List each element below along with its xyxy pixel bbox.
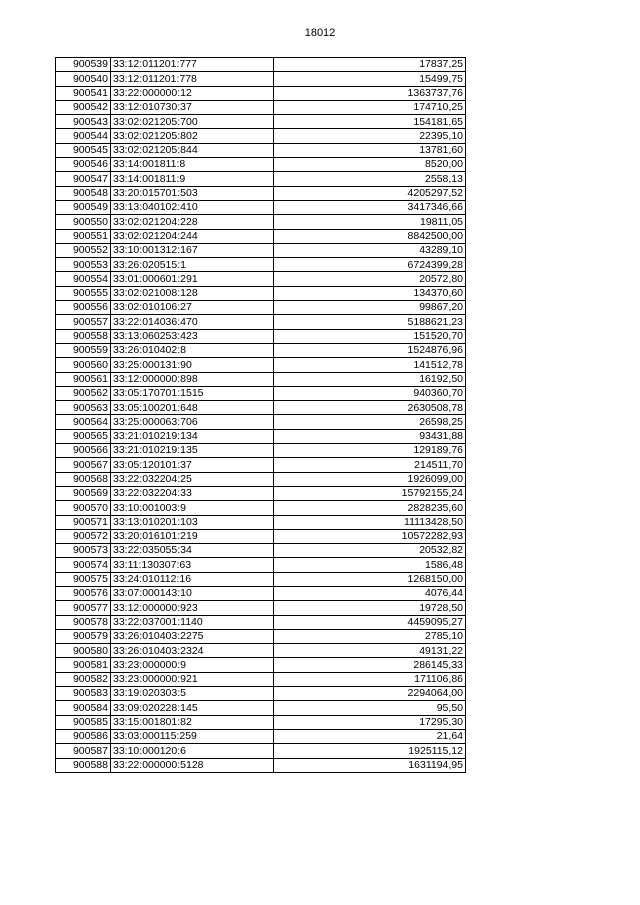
row-id-cell: 900578 xyxy=(56,615,111,629)
cadastral-number-cell: 33:22:032204:33 xyxy=(111,486,274,500)
row-id-cell: 900568 xyxy=(56,472,111,486)
row-id-cell: 900558 xyxy=(56,329,111,343)
row-id-cell: 900548 xyxy=(56,186,111,200)
row-id-cell: 900579 xyxy=(56,629,111,643)
table-row xyxy=(56,458,466,472)
row-id-cell: 900576 xyxy=(56,586,111,600)
data-table xyxy=(55,57,466,773)
row-id-cell: 900542 xyxy=(56,100,111,114)
cadastral-number-cell: 33:22:000000:12 xyxy=(111,86,274,100)
table-row xyxy=(56,372,466,386)
table-row xyxy=(56,258,466,272)
value-cell: 19728,50 xyxy=(274,601,466,615)
cadastral-number-cell: 33:22:014036:470 xyxy=(111,315,274,329)
table-row xyxy=(56,486,466,500)
value-cell: 4205297,52 xyxy=(274,186,466,200)
cadastral-number-cell: 33:02:021205:844 xyxy=(111,143,274,157)
value-cell: 1631194,95 xyxy=(274,758,466,772)
row-id-cell: 900588 xyxy=(56,758,111,772)
table-row xyxy=(56,86,466,100)
value-cell: 6724399,28 xyxy=(274,258,466,272)
table-row xyxy=(56,172,466,186)
value-cell: 26598,25 xyxy=(274,415,466,429)
row-id-cell: 900550 xyxy=(56,215,111,229)
row-id-cell: 900544 xyxy=(56,129,111,143)
value-cell: 20532,82 xyxy=(274,544,466,558)
cadastral-number-cell: 33:25:000063:706 xyxy=(111,415,274,429)
row-id-cell: 900584 xyxy=(56,701,111,715)
value-cell: 2294064,00 xyxy=(274,687,466,701)
value-cell: 134370,60 xyxy=(274,286,466,300)
value-cell: 19811,05 xyxy=(274,215,466,229)
row-id-cell: 900569 xyxy=(56,486,111,500)
table-row xyxy=(56,715,466,729)
table-row xyxy=(56,415,466,429)
cadastral-number-cell: 33:12:011201:778 xyxy=(111,72,274,86)
row-id-cell: 900572 xyxy=(56,529,111,543)
table-row xyxy=(56,501,466,515)
row-id-cell: 900541 xyxy=(56,86,111,100)
row-id-cell: 900553 xyxy=(56,258,111,272)
row-id-cell: 900577 xyxy=(56,601,111,615)
cadastral-number-cell: 33:09:020228:145 xyxy=(111,701,274,715)
row-id-cell: 900566 xyxy=(56,444,111,458)
row-id-cell: 900557 xyxy=(56,315,111,329)
table-row xyxy=(56,158,466,172)
cadastral-number-cell: 33:07:000143:10 xyxy=(111,586,274,600)
table-row xyxy=(56,329,466,343)
value-cell: 43289,10 xyxy=(274,243,466,257)
table-row xyxy=(56,444,466,458)
cadastral-number-cell: 33:01:000601:291 xyxy=(111,272,274,286)
row-id-cell: 900545 xyxy=(56,143,111,157)
row-id-cell: 900563 xyxy=(56,401,111,415)
value-cell: 4459095,27 xyxy=(274,615,466,629)
value-cell: 1586,48 xyxy=(274,558,466,572)
table-row xyxy=(56,358,466,372)
value-cell: 174710,25 xyxy=(274,100,466,114)
table-row xyxy=(56,572,466,586)
table-row xyxy=(56,186,466,200)
table-row xyxy=(56,315,466,329)
value-cell: 141512,78 xyxy=(274,358,466,372)
cadastral-number-cell: 33:19:020303:5 xyxy=(111,687,274,701)
value-cell: 2828235,60 xyxy=(274,501,466,515)
value-cell: 171106,86 xyxy=(274,672,466,686)
cadastral-number-cell: 33:26:010403:2324 xyxy=(111,644,274,658)
row-id-cell: 900581 xyxy=(56,658,111,672)
cadastral-number-cell: 33:12:000000:923 xyxy=(111,601,274,615)
cadastral-number-cell: 33:10:001312:167 xyxy=(111,243,274,257)
table-row xyxy=(56,601,466,615)
table-row xyxy=(56,586,466,600)
cadastral-number-cell: 33:12:011201:777 xyxy=(111,58,274,72)
value-cell: 2558,13 xyxy=(274,172,466,186)
page-number: 18012 xyxy=(304,27,336,39)
row-id-cell: 900580 xyxy=(56,644,111,658)
table-row xyxy=(56,758,466,772)
cadastral-number-cell: 33:05:100201:648 xyxy=(111,401,274,415)
cadastral-number-cell: 33:22:032204:25 xyxy=(111,472,274,486)
value-cell: 5188621,23 xyxy=(274,315,466,329)
value-cell: 940360,70 xyxy=(274,386,466,400)
value-cell: 15792155,24 xyxy=(274,486,466,500)
table-row xyxy=(56,229,466,243)
row-id-cell: 900554 xyxy=(56,272,111,286)
table-row xyxy=(56,143,466,157)
cadastral-number-cell: 33:03:000115:259 xyxy=(111,729,274,743)
cadastral-number-cell: 33:02:021205:700 xyxy=(111,115,274,129)
value-cell: 2630508,78 xyxy=(274,401,466,415)
value-cell: 95,50 xyxy=(274,701,466,715)
table-row xyxy=(56,687,466,701)
cadastral-number-cell: 33:13:010201:103 xyxy=(111,515,274,529)
row-id-cell: 900587 xyxy=(56,744,111,758)
cadastral-number-cell: 33:02:021204:244 xyxy=(111,229,274,243)
row-id-cell: 900562 xyxy=(56,386,111,400)
value-cell: 15499,75 xyxy=(274,72,466,86)
value-cell: 8842500,00 xyxy=(274,229,466,243)
value-cell: 1363737,76 xyxy=(274,86,466,100)
value-cell: 16192,50 xyxy=(274,372,466,386)
value-cell: 129189,76 xyxy=(274,444,466,458)
cadastral-number-cell: 33:23:000000:9 xyxy=(111,658,274,672)
row-id-cell: 900560 xyxy=(56,358,111,372)
value-cell: 93431,88 xyxy=(274,429,466,443)
cadastral-number-cell: 33:11:130307:63 xyxy=(111,558,274,572)
row-id-cell: 900574 xyxy=(56,558,111,572)
cadastral-number-cell: 33:14:001811:8 xyxy=(111,158,274,172)
row-id-cell: 900552 xyxy=(56,243,111,257)
row-id-cell: 900573 xyxy=(56,544,111,558)
cadastral-number-cell: 33:22:000000:5128 xyxy=(111,758,274,772)
row-id-cell: 900567 xyxy=(56,458,111,472)
row-id-cell: 900547 xyxy=(56,172,111,186)
cadastral-number-cell: 33:02:021008:128 xyxy=(111,286,274,300)
row-id-cell: 900575 xyxy=(56,572,111,586)
value-cell: 3417346,66 xyxy=(274,200,466,214)
table-row xyxy=(56,301,466,315)
value-cell: 151520,70 xyxy=(274,329,466,343)
row-id-cell: 900556 xyxy=(56,301,111,315)
cadastral-number-cell: 33:21:010219:135 xyxy=(111,444,274,458)
cadastral-number-cell: 33:26:020515:1 xyxy=(111,258,274,272)
row-id-cell: 900570 xyxy=(56,501,111,515)
cadastral-number-cell: 33:02:021204:228 xyxy=(111,215,274,229)
row-id-cell: 900543 xyxy=(56,115,111,129)
value-cell: 22395,10 xyxy=(274,129,466,143)
cadastral-number-cell: 33:21:010219:134 xyxy=(111,429,274,443)
row-id-cell: 900571 xyxy=(56,515,111,529)
value-cell: 2785,10 xyxy=(274,629,466,643)
table-row xyxy=(56,472,466,486)
table-row xyxy=(56,672,466,686)
table-row xyxy=(56,200,466,214)
value-cell: 4076,44 xyxy=(274,586,466,600)
table-row xyxy=(56,615,466,629)
value-cell: 214511,70 xyxy=(274,458,466,472)
value-cell: 1925115,12 xyxy=(274,744,466,758)
row-id-cell: 900559 xyxy=(56,343,111,357)
table-row xyxy=(56,243,466,257)
value-cell: 20572,80 xyxy=(274,272,466,286)
cadastral-number-cell: 33:15:001801:82 xyxy=(111,715,274,729)
row-id-cell: 900549 xyxy=(56,200,111,214)
row-id-cell: 900546 xyxy=(56,158,111,172)
cadastral-number-cell: 33:10:001003:9 xyxy=(111,501,274,515)
row-id-cell: 900555 xyxy=(56,286,111,300)
value-cell: 17295,30 xyxy=(274,715,466,729)
row-id-cell: 900564 xyxy=(56,415,111,429)
table-row xyxy=(56,701,466,715)
cadastral-number-cell: 33:20:015701:503 xyxy=(111,186,274,200)
table-row xyxy=(56,515,466,529)
cadastral-number-cell: 33:12:010730:37 xyxy=(111,100,274,114)
cadastral-number-cell: 33:14:001811:9 xyxy=(111,172,274,186)
table-row xyxy=(56,644,466,658)
table-row xyxy=(56,729,466,743)
table-row xyxy=(56,386,466,400)
cadastral-number-cell: 33:22:035055:34 xyxy=(111,544,274,558)
row-id-cell: 900585 xyxy=(56,715,111,729)
table-row xyxy=(56,629,466,643)
row-id-cell: 900565 xyxy=(56,429,111,443)
cadastral-number-cell: 33:02:021205:802 xyxy=(111,129,274,143)
value-cell: 49131,22 xyxy=(274,644,466,658)
cadastral-number-cell: 33:23:000000:921 xyxy=(111,672,274,686)
cadastral-number-cell: 33:13:060253:423 xyxy=(111,329,274,343)
value-cell: 286145,33 xyxy=(274,658,466,672)
row-id-cell: 900539 xyxy=(56,58,111,72)
cadastral-number-cell: 33:26:010403:2275 xyxy=(111,629,274,643)
cadastral-number-cell: 33:26:010402:8 xyxy=(111,343,274,357)
value-cell: 21,64 xyxy=(274,729,466,743)
table-row xyxy=(56,115,466,129)
value-cell: 1268150,00 xyxy=(274,572,466,586)
cadastral-number-cell: 33:12:000000:898 xyxy=(111,372,274,386)
cadastral-number-cell: 33:25:000131:90 xyxy=(111,358,274,372)
value-cell: 8520,00 xyxy=(274,158,466,172)
row-id-cell: 900582 xyxy=(56,672,111,686)
cadastral-number-cell: 33:20:016101:219 xyxy=(111,529,274,543)
table-row xyxy=(56,286,466,300)
table-row xyxy=(56,215,466,229)
row-id-cell: 900540 xyxy=(56,72,111,86)
row-id-cell: 900583 xyxy=(56,687,111,701)
cadastral-number-cell: 33:10:000120:6 xyxy=(111,744,274,758)
row-id-cell: 900561 xyxy=(56,372,111,386)
table-row xyxy=(56,429,466,443)
row-id-cell: 900551 xyxy=(56,229,111,243)
table-row xyxy=(56,558,466,572)
table-row xyxy=(56,100,466,114)
value-cell: 13781,60 xyxy=(274,143,466,157)
cadastral-number-cell: 33:02:010106:27 xyxy=(111,301,274,315)
table-row xyxy=(56,129,466,143)
cadastral-number-cell: 33:24:010112:16 xyxy=(111,572,274,586)
value-cell: 17837,25 xyxy=(274,58,466,72)
table-row xyxy=(56,58,466,72)
cadastral-number-cell: 33:05:120101:37 xyxy=(111,458,274,472)
cadastral-number-cell: 33:13:040102:410 xyxy=(111,200,274,214)
table-row xyxy=(56,272,466,286)
table-body xyxy=(56,58,466,773)
row-id-cell: 900586 xyxy=(56,729,111,743)
value-cell: 1926099,00 xyxy=(274,472,466,486)
value-cell: 11113428,50 xyxy=(274,515,466,529)
cadastral-number-cell: 33:22:037001:1140 xyxy=(111,615,274,629)
value-cell: 10572282,93 xyxy=(274,529,466,543)
value-cell: 99867,20 xyxy=(274,301,466,315)
value-cell: 1524876,96 xyxy=(274,343,466,357)
table-row xyxy=(56,401,466,415)
value-cell: 154181,65 xyxy=(274,115,466,129)
table-row xyxy=(56,544,466,558)
table-row xyxy=(56,72,466,86)
cadastral-number-cell: 33:05:170701:1515 xyxy=(111,386,274,400)
table-row xyxy=(56,343,466,357)
table-row xyxy=(56,658,466,672)
table-row xyxy=(56,744,466,758)
table-row xyxy=(56,529,466,543)
